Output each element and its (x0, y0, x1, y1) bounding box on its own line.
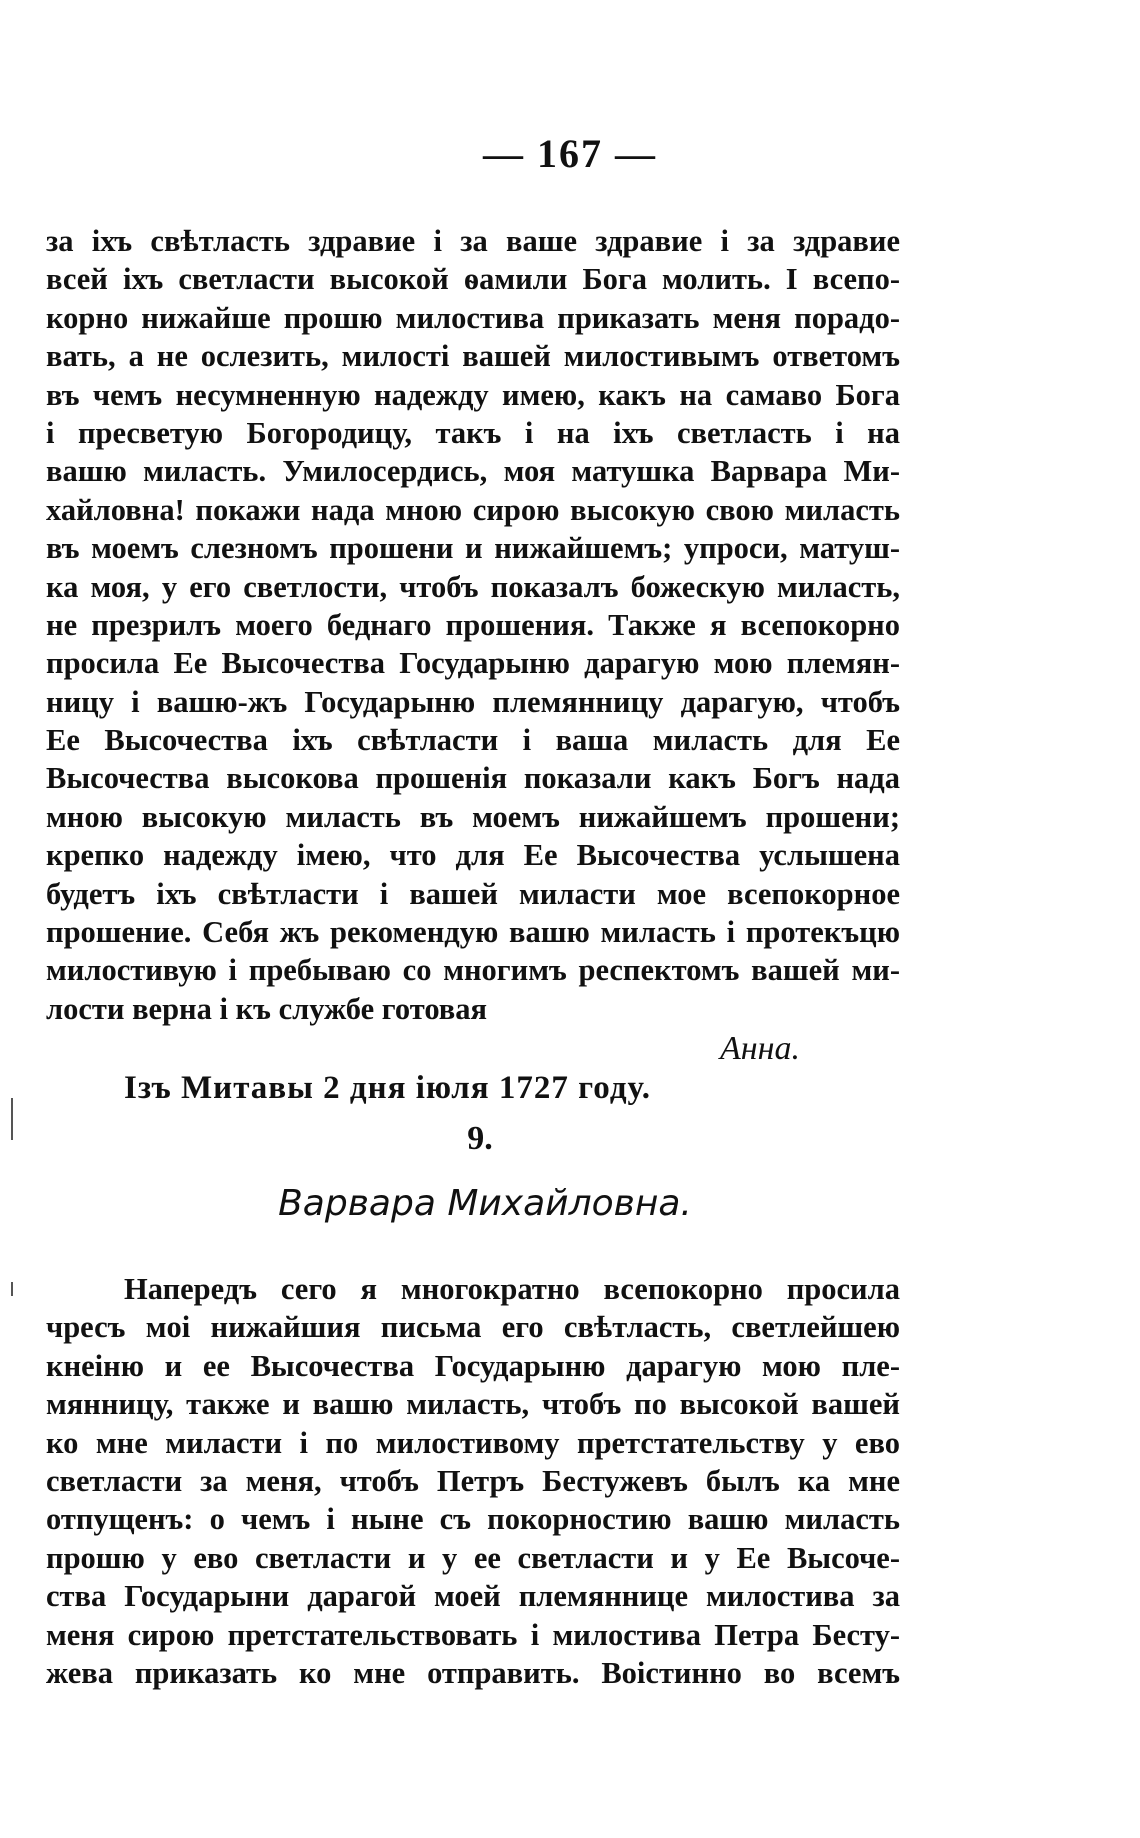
text-line: въ чемъ несумненную надежду имею, какъ на самаво Бога (46, 377, 900, 412)
section-number: 9. (467, 1120, 493, 1157)
text-line: прошение. Себя жъ рекомендую вашю миласть і протекъцю (46, 915, 900, 950)
text-line: Ее Высочества іхъ свѣтласти і ваша миласть для Ее (46, 723, 900, 758)
text-line: чресъ мoі нижайшия письма его свѣтласть, светлейшею (46, 1310, 900, 1345)
text-line: просила Ее Высочества Государыню дарагую мою племян- (46, 646, 900, 681)
text-line: будетъ іхъ свѣтласти і вашей миласти мое всепокорное (46, 876, 900, 911)
text-line: светласти за меня, чтобъ Петръ Бестужевъ былъ ка мне (46, 1463, 900, 1498)
text-line: Напередъ сего я многократно всепокорно просила (124, 1272, 900, 1306)
text-line: крепко надежду імею, что для Ее Высочества услышена (46, 838, 900, 873)
text-line: ка моя, у его светлости, чтобъ показалъ божескую миласть, (46, 569, 900, 604)
text-line: вать, а не ослезить, милості вашей милостивымъ ответомъ (46, 339, 900, 374)
page-number: — 167 — (483, 131, 657, 176)
text-line: меня сирою претстательствовать і милостива Петра Бесту- (46, 1617, 900, 1652)
text-line: хайловна! покажи нада мною сирою высокую свою миласть (46, 492, 900, 527)
scan-artifact-mark (11, 1282, 13, 1296)
letter-next-text (46, 1270, 900, 1692)
text-line: вашю миласть. Умилосердись, моя матушка Варвара Ми- (46, 454, 900, 489)
text-line: лости верна і къ службе готовая (46, 991, 488, 1026)
text-line: Высочества высокова прошенія показали какъ Богъ нада (46, 761, 900, 796)
signature: Анна. (720, 1030, 801, 1067)
addressee-heading: Варвара Михайловна. (278, 1183, 692, 1224)
text-line: не презрилъ моего беднаго прошения. Также я всепокорно (46, 607, 900, 642)
text-line: отпущенъ: о чемъ і ныне съ покорностию вашю миласть (46, 1502, 900, 1537)
text-line: жева приказать ко мне отправить. Воістинно во всемъ (46, 1655, 900, 1690)
text-line: за іхъ свѣтласть здравие і за ваше здравие і за здравие (46, 224, 900, 258)
text-line: всей іхъ светласти высокой ѳамили Бога молить. І всепо- (46, 262, 900, 297)
text-line: мянницу, также и вашю миласть, чтобъ по высокой вашей (46, 1387, 900, 1422)
scan-artifact-mark (11, 1098, 13, 1140)
text-line: корно нижайше прошю милостива приказать меня порадо- (46, 300, 900, 335)
text-line: въ моемъ слезномъ прошени и нижайшемъ; упроси, матуш- (46, 531, 900, 566)
dateline: Ізъ Митавы 2 дня іюля 1727 году. (124, 1070, 651, 1106)
text-line: мною высокую миласть въ моемъ нижайшемъ прошени; (46, 799, 900, 834)
text-line: прошю у ево светласти и у ее светласти и у Ее Высоче- (46, 1540, 900, 1575)
text-line: кнеіню и ее Высочества Государыню дарагую мою пле- (46, 1348, 900, 1383)
text-line: ко мне миласти і по милостивому претстательству у ево (46, 1425, 900, 1460)
text-line: ства Государыни дарагой моей племяннице милостива за (46, 1579, 900, 1614)
text-line: ницу і вашю-жъ Государыню племянницу дарагую, чтобъ (46, 684, 900, 719)
letter-end-text (46, 222, 900, 1028)
text-line: милостивую і пребываю со многимъ респектомъ вашей ми- (46, 953, 900, 988)
text-line: і пресветую Богородицу, такъ і на іхъ светласть і на (46, 415, 900, 450)
